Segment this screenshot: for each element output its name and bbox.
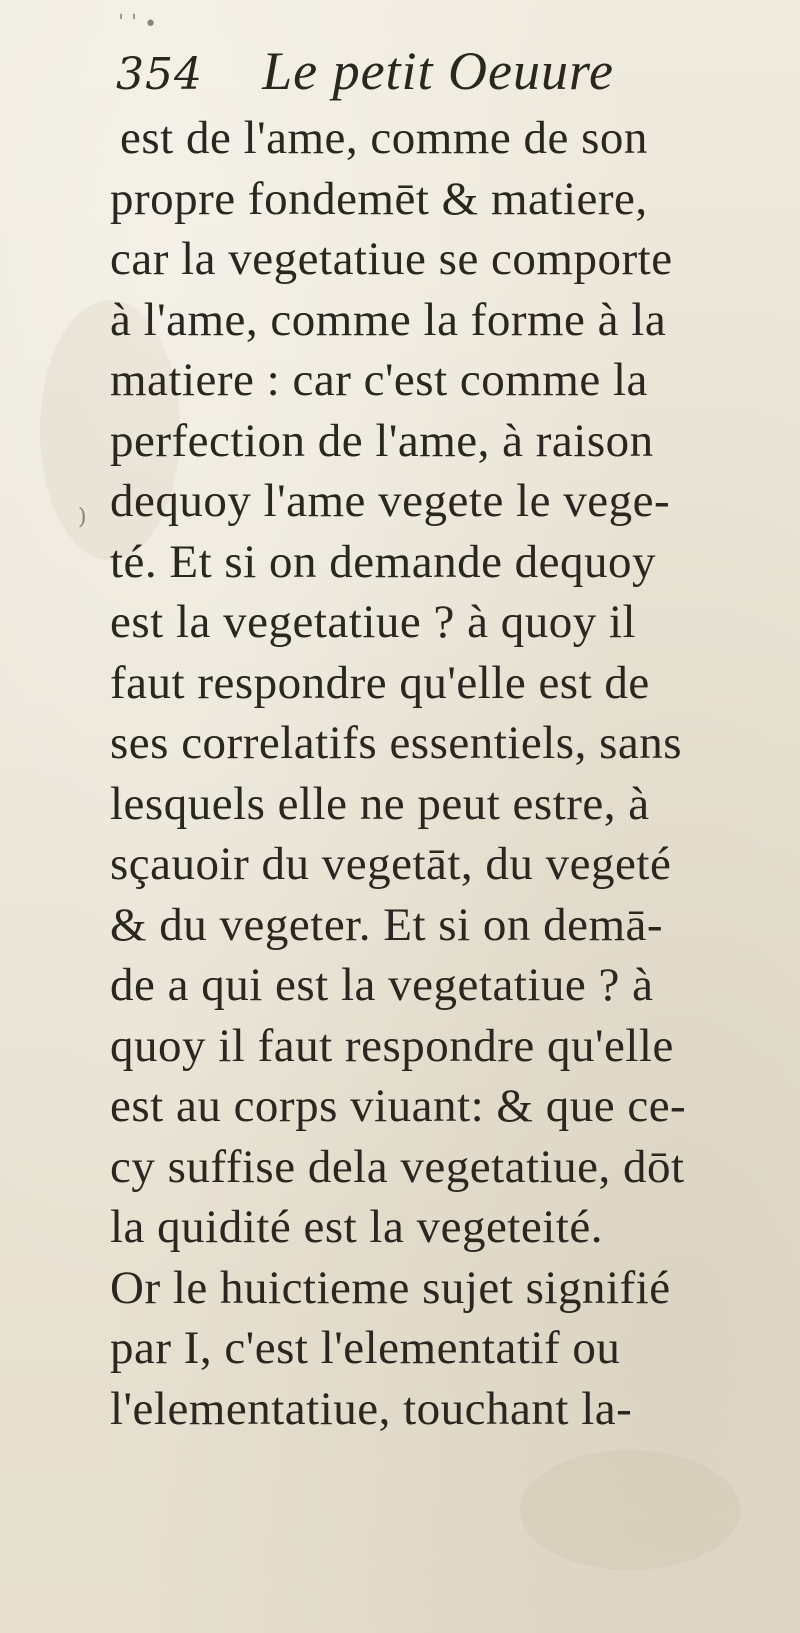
text-line: de a qui est la vegetatiue ? à bbox=[110, 959, 654, 1011]
text-line: est au corps viuant: & que ce- bbox=[110, 1080, 687, 1132]
text-line: à l'ame, comme la forme à la bbox=[110, 293, 667, 346]
text-line: l'elementatiue, touchant la- bbox=[110, 1382, 633, 1435]
text-line: par I, c'est l'elementatif ou bbox=[110, 1322, 621, 1374]
text-line: Or le huictieme sujet signifié bbox=[110, 1261, 671, 1314]
text-line: car la vegetatiue se comporte bbox=[110, 233, 673, 285]
text-line: perfection de l'ame, à raison bbox=[110, 414, 654, 467]
text-line: propre fondemēt & matiere, bbox=[110, 172, 648, 225]
running-title: Le petit Oeuure bbox=[262, 41, 614, 101]
text-line: la quidité est la vegeteité. bbox=[110, 1201, 603, 1253]
text-line: faut respondre qu'elle est de bbox=[110, 656, 650, 709]
text-line: & du vegeter. Et si on demā- bbox=[110, 898, 664, 951]
text-line: cy suffise dela vegetatiue, dōt bbox=[110, 1140, 685, 1193]
text-line: est la vegetatiue ? à quoy il bbox=[110, 596, 637, 648]
body-text bbox=[110, 108, 765, 1439]
page-number: 354 bbox=[116, 49, 203, 100]
text-line: sçauoir du vegetāt, du vegeté bbox=[110, 838, 672, 890]
binding-mark: ˈ ˈ • bbox=[118, 12, 158, 37]
text-line: matiere : car c'est comme la bbox=[110, 354, 648, 406]
page-header bbox=[116, 40, 614, 100]
text-line: dequoy l'ame vegete le vege- bbox=[110, 475, 671, 527]
text-line: té. Et si on demande dequoy bbox=[110, 535, 657, 588]
binding-mark: ) bbox=[78, 505, 87, 530]
text-line: est de l'ame, comme de son bbox=[120, 112, 648, 164]
text-line: ses correlatifs essentiels, sans bbox=[110, 717, 683, 769]
text-line: quoy il faut respondre qu'elle bbox=[110, 1019, 674, 1072]
text-line: lesquels elle ne peut estre, à bbox=[110, 777, 650, 830]
paper-stain bbox=[520, 1450, 740, 1570]
